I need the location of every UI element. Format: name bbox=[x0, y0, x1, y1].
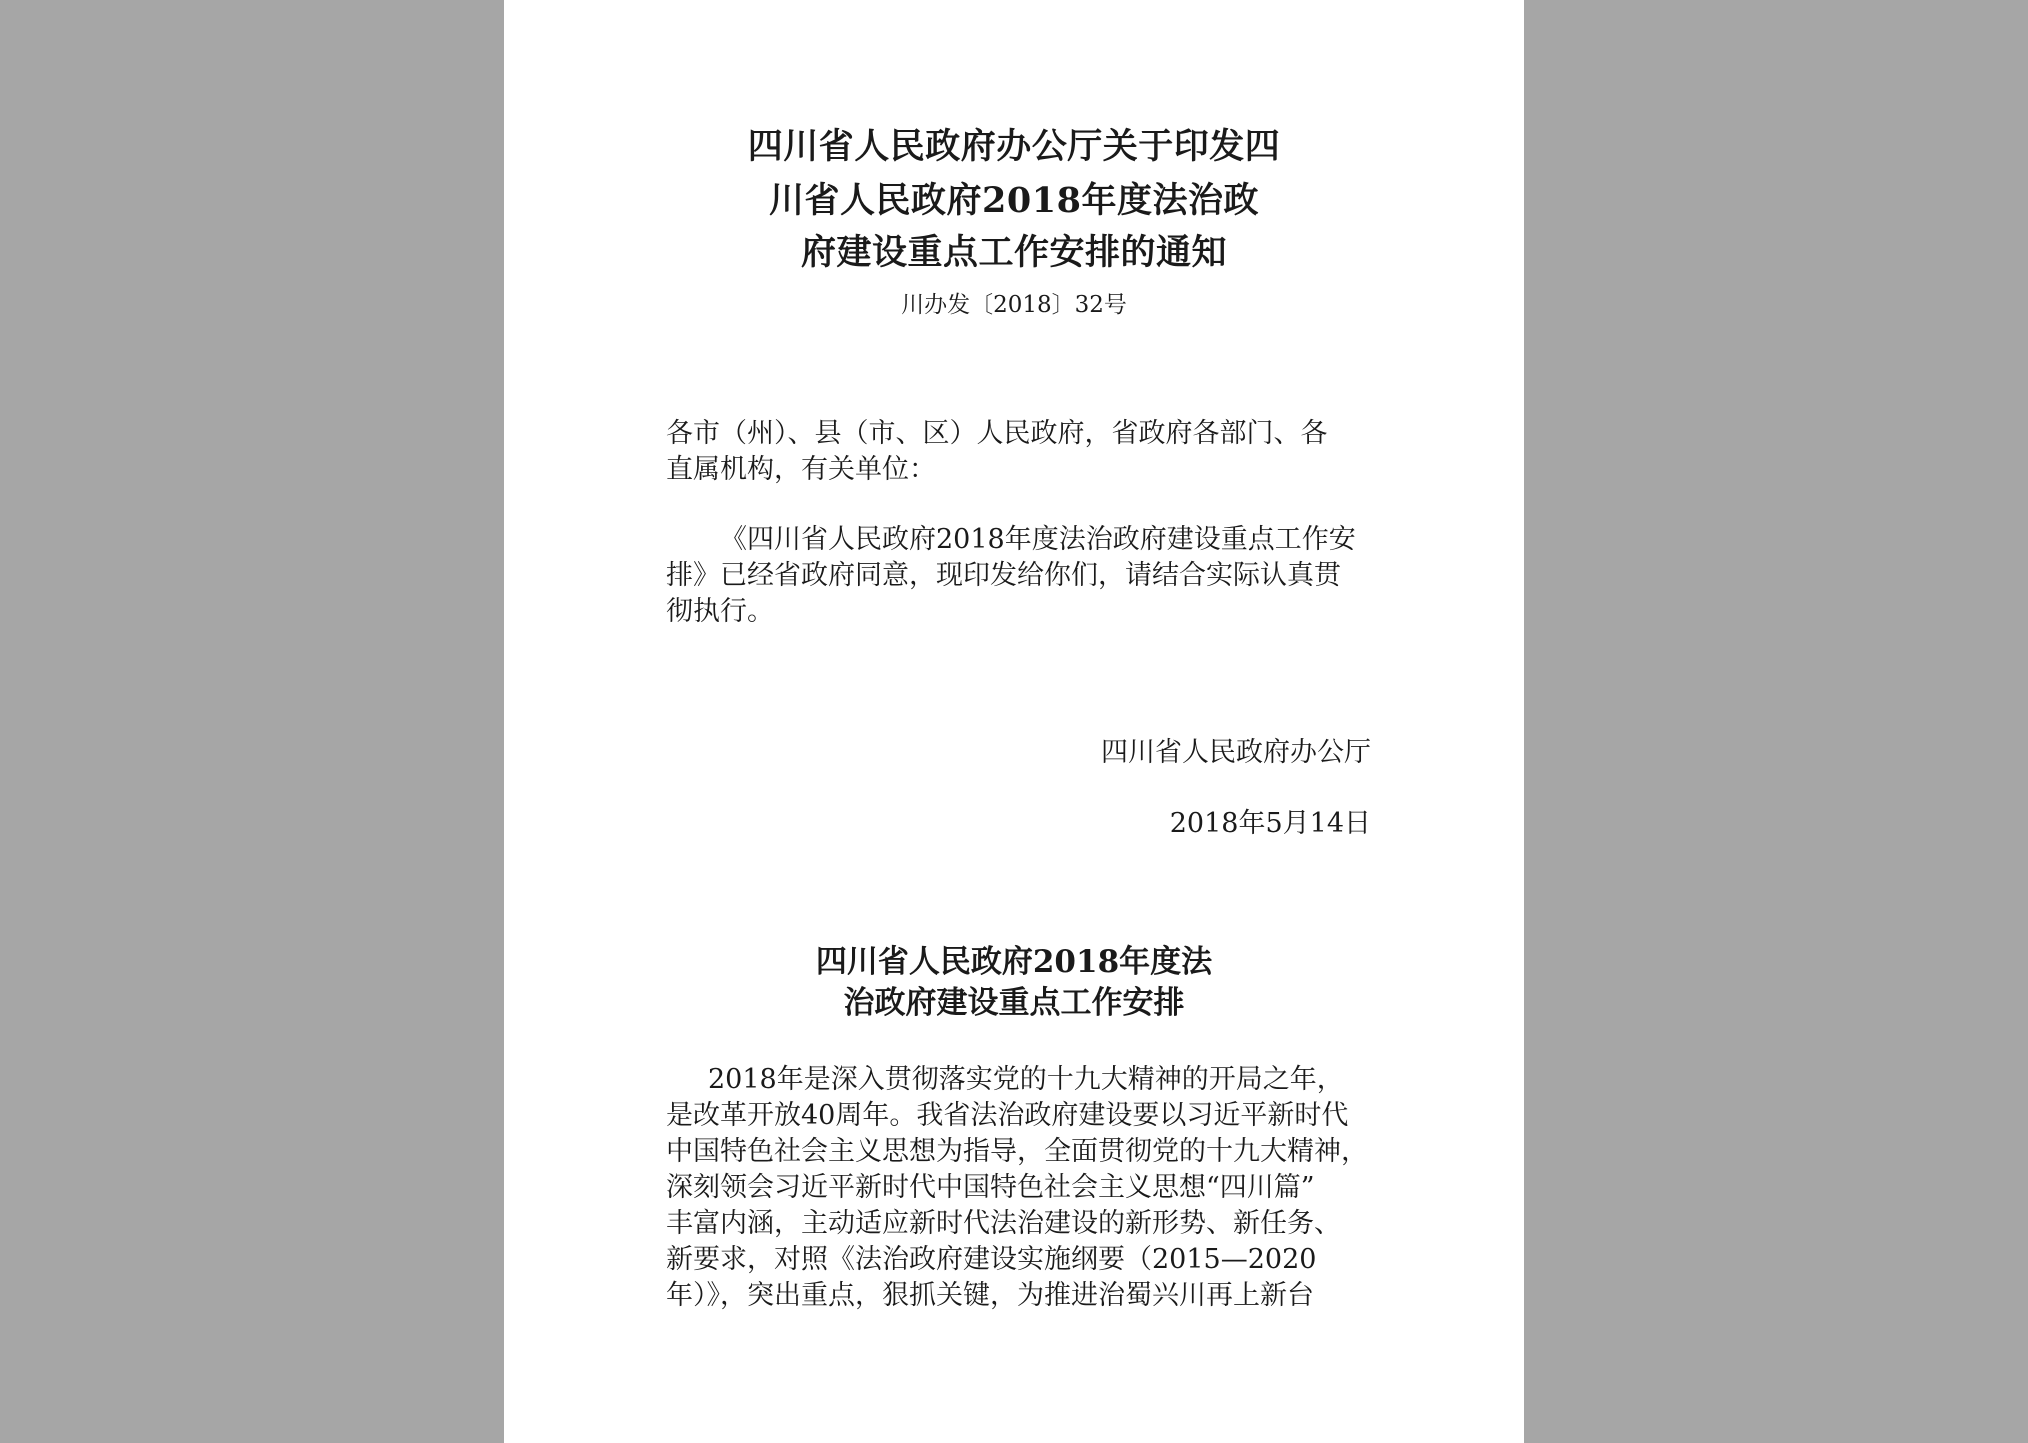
document-number: 川办发〔2018〕32号 bbox=[901, 292, 1127, 318]
attachment-body-line-1: 2018年是深入贯彻落实党的十九大精神的开局之年， bbox=[708, 1064, 1344, 1095]
attachment-body-line-7: 年）》，突出重点，狠抓关键，为推进治蜀兴川再上新台 bbox=[666, 1280, 1314, 1311]
signature-issuer: 四川省人民政府办公厅 bbox=[1101, 737, 1371, 768]
attachment-title-line-2: 治政府建设重点工作安排 bbox=[843, 985, 1185, 1021]
document-title-line-2: 川省人民政府2018年度法治政 bbox=[769, 180, 1259, 221]
body-line-1: 《四川省人民政府2018年度法治政府建设重点工作安 bbox=[720, 524, 1356, 555]
addressee-line-1: 各市（州）、县（市、区）人民政府，省政府各部门、各 bbox=[666, 418, 1328, 449]
document-page bbox=[504, 0, 1524, 1443]
attachment-title-line-1: 四川省人民政府2018年度法 bbox=[815, 944, 1213, 980]
attachment-body-line-3: 中国特色社会主义思想为指导，全面贯彻党的十九大精神， bbox=[666, 1136, 1368, 1167]
body-line-2: 排》已经省政府同意，现印发给你们，请结合实际认真贯 bbox=[666, 560, 1341, 591]
attachment-body-line-6: 新要求，对照《法治政府建设实施纲要（2015—2020 bbox=[666, 1244, 1317, 1275]
attachment-body-line-4: 深刻领会习近平新时代中国特色社会主义思想“四川篇” bbox=[666, 1172, 1315, 1203]
addressee-line-2: 直属机构，有关单位： bbox=[666, 454, 936, 485]
attachment-body-line-2: 是改革开放40周年。我省法治政府建设要以习近平新时代 bbox=[666, 1100, 1349, 1131]
signature-date: 2018年5月14日 bbox=[1169, 808, 1371, 839]
attachment-body-line-5: 丰富内涵，主动适应新时代法治建设的新形势、新任务、 bbox=[666, 1208, 1341, 1239]
document-title-line-3: 府建设重点工作安排的通知 bbox=[800, 232, 1227, 273]
document-title-line-1: 四川省人民政府办公厅关于印发四 bbox=[747, 126, 1281, 167]
body-line-3: 彻执行。 bbox=[666, 596, 774, 627]
